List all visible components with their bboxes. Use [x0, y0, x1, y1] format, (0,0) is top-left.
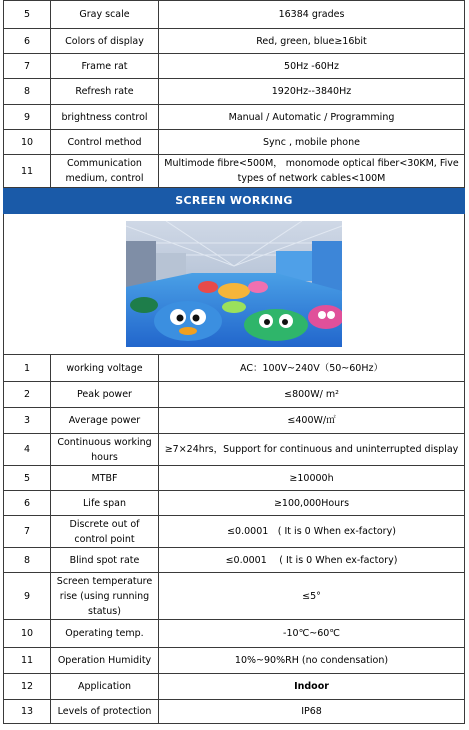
row-value: Red, green, blue≥16bit [159, 29, 465, 54]
row-value: 10%~90%RH (no condensation) [159, 648, 465, 674]
row-label: MTBF [51, 466, 159, 491]
table-row [4, 130, 465, 155]
spec-table [3, 0, 465, 724]
table-row [4, 355, 465, 382]
row-label: Peak power [51, 382, 159, 408]
table-row [4, 79, 465, 105]
row-number: 6 [4, 491, 51, 516]
table-row [4, 648, 465, 674]
row-value: ≤800W/ m² [159, 382, 465, 408]
row-label: Colors of display [51, 29, 159, 54]
row-number: 6 [4, 29, 51, 54]
row-value: 16384 grades [159, 1, 465, 29]
row-label: Refresh rate [51, 79, 159, 105]
row-label: Levels of protection [51, 700, 159, 724]
row-number: 10 [4, 130, 51, 155]
row-number: 11 [4, 155, 51, 188]
image-cell [4, 214, 465, 355]
row-number: 10 [4, 620, 51, 648]
table-row [4, 105, 465, 130]
row-value: ≤0.0001 ( It is 0 When ex-factory) [159, 516, 465, 548]
row-value: ≥10000h [159, 466, 465, 491]
row-number: 2 [4, 382, 51, 408]
row-label: Control method [51, 130, 159, 155]
table-row [4, 54, 465, 79]
row-label: Discrete out of control point [51, 516, 159, 548]
row-number: 8 [4, 548, 51, 573]
table-row [4, 466, 465, 491]
row-label: working voltage [51, 355, 159, 382]
row-label: Frame rat [51, 54, 159, 79]
row-number: 7 [4, 54, 51, 79]
table-row [4, 1, 465, 29]
table-row [4, 674, 465, 700]
table-row [4, 434, 465, 466]
row-label: Screen temperature rise (using running status) [51, 573, 159, 620]
section-header [4, 188, 465, 214]
row-value: Multimode fibre<500M， monomode optical fiber<30KM, Five types of network cables<100M [159, 155, 465, 188]
row-label: Gray scale [51, 1, 159, 29]
row-value: Indoor [159, 674, 465, 700]
table-row [4, 155, 465, 188]
row-value: Sync , mobile phone [159, 130, 465, 155]
table-row [4, 516, 465, 548]
table-row [4, 491, 465, 516]
table-row [4, 29, 465, 54]
row-label: Average power [51, 408, 159, 434]
row-value: 1920Hz--3840Hz [159, 79, 465, 105]
row-number: 3 [4, 408, 51, 434]
led-floor-photo [126, 221, 342, 347]
row-number: 7 [4, 516, 51, 548]
row-number: 9 [4, 105, 51, 130]
row-number: 13 [4, 700, 51, 724]
row-value: ≤0.0001 ( It is 0 When ex-factory) [159, 548, 465, 573]
row-label: Blind spot rate [51, 548, 159, 573]
row-label: Operating temp. [51, 620, 159, 648]
section-title: SCREEN WORKING [4, 188, 465, 214]
spec-sheet [3, 0, 464, 724]
row-value: AC：100V~240V（50~60Hz） [159, 355, 465, 382]
row-label: brightness control [51, 105, 159, 130]
row-value: IP68 [159, 700, 465, 724]
row-number: 11 [4, 648, 51, 674]
table-row [4, 382, 465, 408]
table-row [4, 620, 465, 648]
table-row [4, 700, 465, 724]
row-number: 5 [4, 1, 51, 29]
row-label: Continuous working hours [51, 434, 159, 466]
row-label: Operation Humidity [51, 648, 159, 674]
row-value: ≤400W/㎡ [159, 408, 465, 434]
table-row [4, 573, 465, 620]
row-number: 12 [4, 674, 51, 700]
image-row [4, 214, 465, 355]
row-value: ≥100,000Hours [159, 491, 465, 516]
row-number: 5 [4, 466, 51, 491]
row-value: ≤5° [159, 573, 465, 620]
row-value: Manual / Automatic / Programming [159, 105, 465, 130]
table-row [4, 408, 465, 434]
row-number: 9 [4, 573, 51, 620]
row-label: Communication medium, control [51, 155, 159, 188]
row-value: ≥7×24hrs，Support for continuous and uninterrupted display [159, 434, 465, 466]
row-value: 50Hz -60Hz [159, 54, 465, 79]
row-number: 4 [4, 434, 51, 466]
row-number: 1 [4, 355, 51, 382]
table-row [4, 548, 465, 573]
row-label: Application [51, 674, 159, 700]
row-value: -10℃~60℃ [159, 620, 465, 648]
row-label: Life span [51, 491, 159, 516]
row-number: 8 [4, 79, 51, 105]
